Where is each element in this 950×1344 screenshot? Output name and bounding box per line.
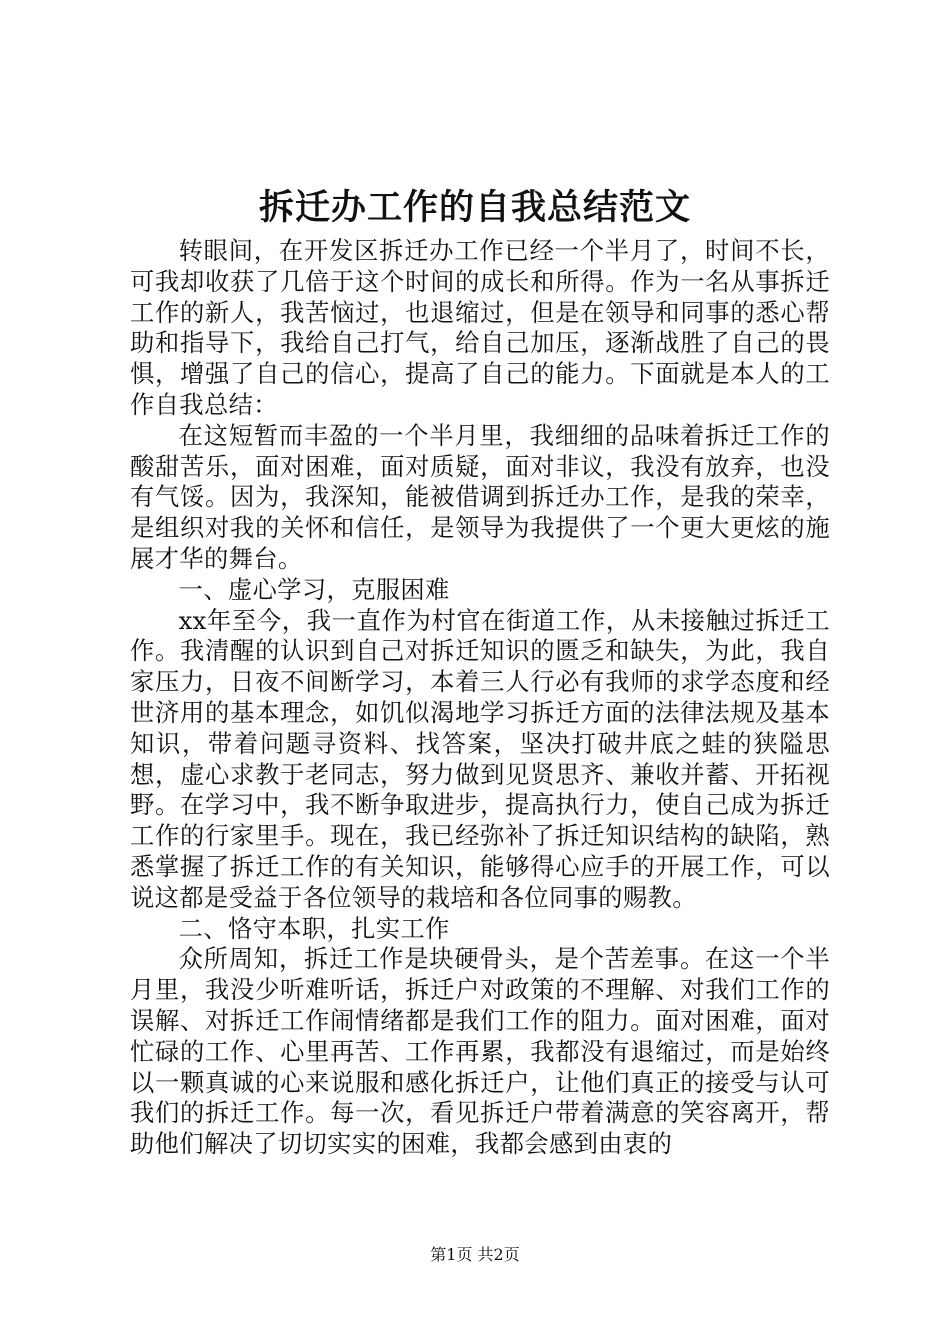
document-body [130, 236, 830, 1160]
paragraph-intro: 转眼间，在开发区拆迁办工作已经一个半月了，时间不长，可我却收获了几倍于这个时间的成长和所得。作为一名从事拆迁工作的新人，我苦恼过，也退缩过，但是在领导和同事的悉心帮助和指导下，我给自己打气，给自己加压，逐渐战胜了自己的畏惧，增强了自己的信心，提高了自己的能力。下面就是本人的工作自我总结： [130, 236, 830, 419]
paragraph-duty: 众所周知，拆迁工作是块硬骨头，是个苦差事。在这一个半月里，我没少听难听话，拆迁户对政策的不理解、对我们工作的误解、对拆迁工作闹情绪都是我们工作的阻力。面对困难，面对忙碌的工作、心里再苦、工作再累，我都没有退缩过，而是始终以一颗真诚的心来说服和感化拆迁户，让他们真正的接受与认可我们的拆迁工作。每一次，看见拆迁户带着满意的笑容离开，帮助他们解决了切切实实的困难，我都会感到由衷的 [130, 944, 830, 1159]
section-heading-duty: 二、恪守本职，扎实工作 [178, 913, 450, 943]
document-title: 拆迁办工作的自我总结范文 [258, 187, 691, 228]
section-heading-learning: 一、虚心学习，克服困难 [178, 574, 450, 604]
paragraph-reflection: 在这短暂而丰盈的一个半月里，我细细的品味着拆迁工作的酸甜苦乐，面对困难，面对质疑，面对非议，我没有放弃，也没有气馁。因为，我深知，能被借调到拆迁办工作，是我的荣幸，是组织对我的关怀和信任，是领导为我提供了一个更大更炫的施展才华的舞台。 [130, 420, 830, 573]
page-footer: 第1页 共2页 [430, 1245, 520, 1264]
paragraph-learning: xx年至今，我一直作为村官在街道工作，从未接触过拆迁工作。我清醒的认识到自己对拆迁知识的匮乏和缺失，为此，我自家压力，日夜不间断学习，本着三人行必有我师的求学态度和经世济用的基本理念，如饥似渴地学习拆迁方面的法律法规及基本知识，带着问题寻资料、找答案，坚决打破井底之蛙的狭隘思想，虚心求教于老同志，努力做到见贤思齐、兼收并蓄、开拓视野。在学习中，我不断争取进步，提高执行力，使自己成为拆迁工作的行家里手。现在，我已经弥补了拆迁知识结构的缺陷，熟悉掌握了拆迁工作的有关知识，能够得心应手的开展工作，可以说这都是受益于各位领导的栽培和各位同事的赐教。 [130, 605, 830, 912]
